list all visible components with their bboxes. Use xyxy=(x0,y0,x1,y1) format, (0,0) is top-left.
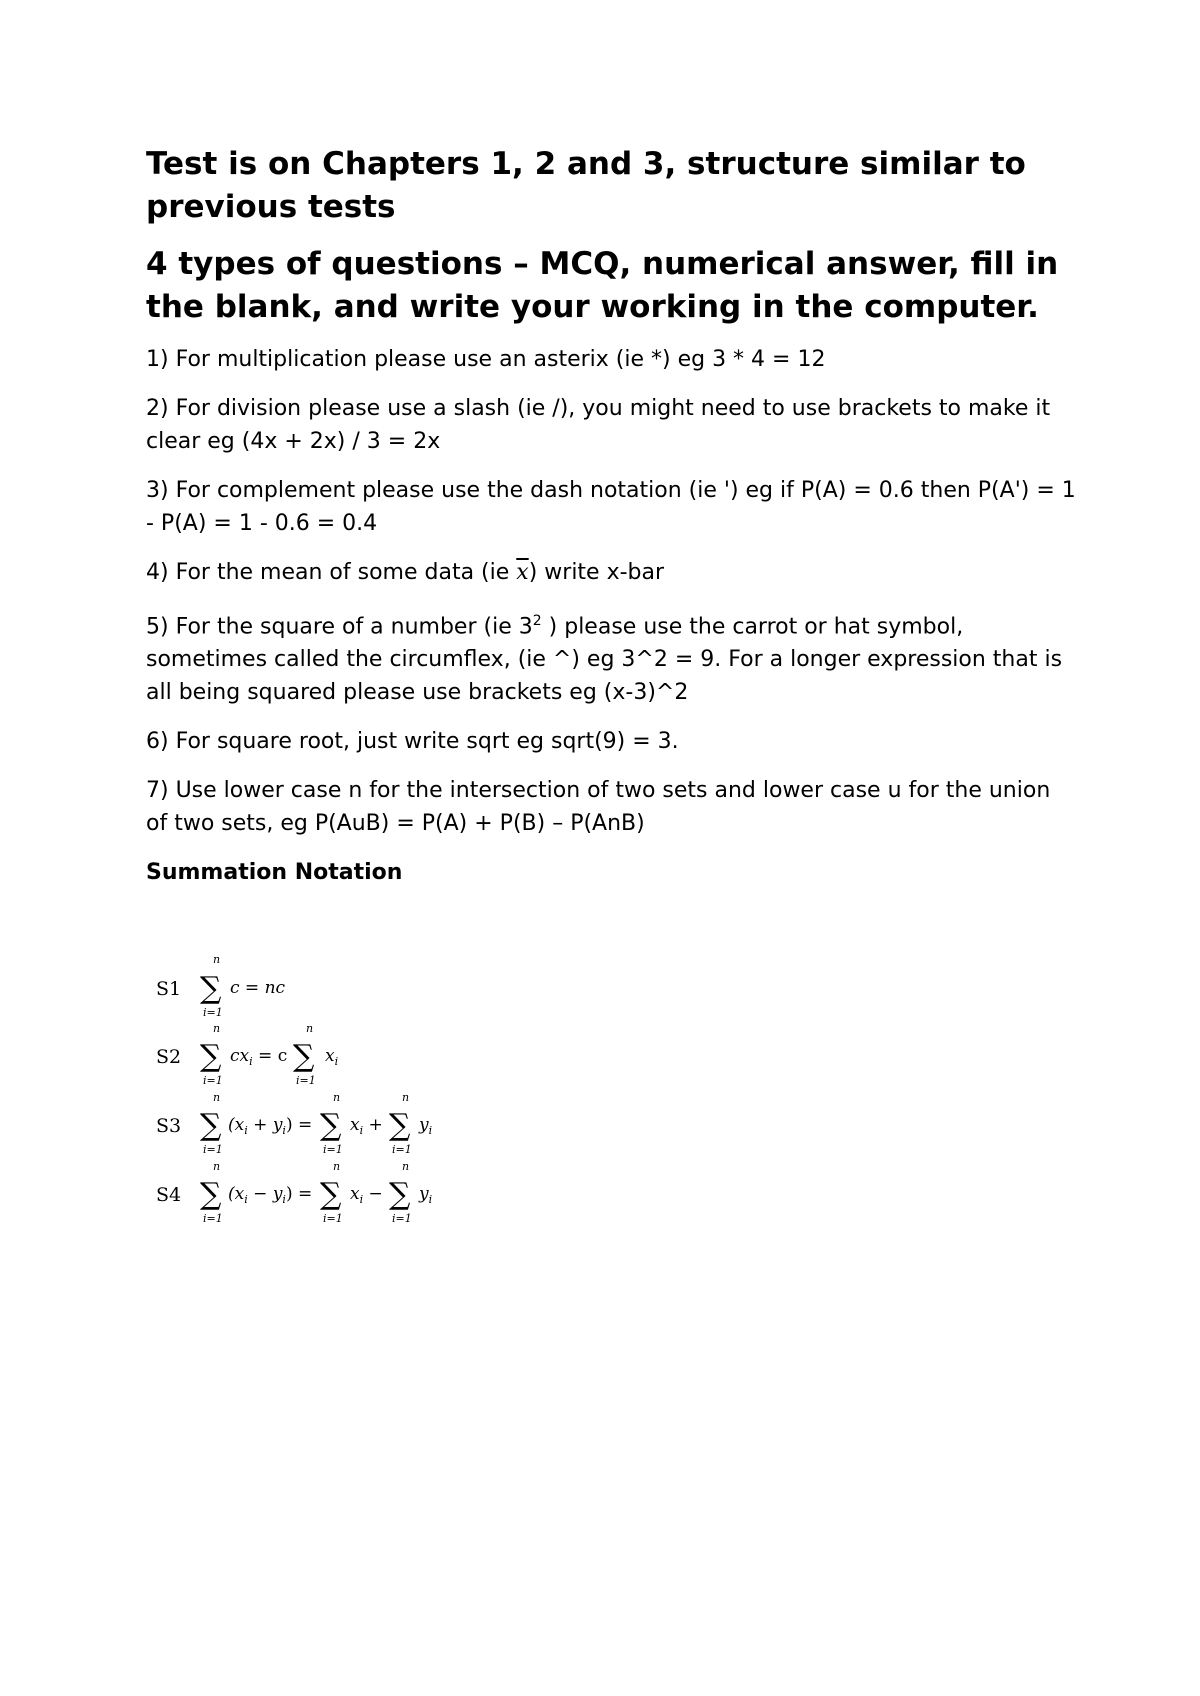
s2-rhs xyxy=(325,1046,338,1068)
summation-notation-title: Summation Notation xyxy=(146,860,403,886)
s1-upper-limit: n xyxy=(213,953,221,966)
s4-lhs-sub-1: i xyxy=(244,1193,248,1206)
s3-plus-y: + y xyxy=(247,1115,283,1135)
s1-rhs: c = nc xyxy=(230,978,286,998)
s1-sigma: ∑ xyxy=(200,971,222,1006)
s4-minus-y: − y xyxy=(247,1184,283,1204)
s2-lower-limit-1: i=1 xyxy=(203,1074,223,1087)
s3-rhs-2 xyxy=(418,1115,432,1137)
s2-rhs-text: x xyxy=(325,1046,335,1066)
heading-question-types: 4 types of questions – MCQ, numerical answer, fill in the blank, and write your working in the computer. xyxy=(146,246,1059,325)
rule-mean-after: ) write x-bar xyxy=(528,560,665,585)
rule-complement: 3) For complement please use the dash notation (ie ') eg if P(A) = 0.6 then P(A') = 1 - P(A) = 1 - 0.6 = 0.4 xyxy=(146,478,1076,536)
s4-lhs xyxy=(228,1184,312,1206)
s3-sigma-2: ∑ xyxy=(320,1108,342,1143)
s4-lower-limit-2: i=1 xyxy=(323,1212,343,1225)
summation-formulas-svg xyxy=(150,955,470,1235)
rule-multiplication: 1) For multiplication please use an asterix (ie *) eg 3 * 4 = 12 xyxy=(146,347,826,372)
rule-square-root: 6) For square root, just write sqrt eg sqrt(9) = 3. xyxy=(146,729,679,755)
s4-equals: ) = xyxy=(285,1184,313,1204)
s3-equals: ) = xyxy=(285,1115,313,1135)
s4-sigma-3: ∑ xyxy=(389,1177,411,1212)
s2-lhs-text: cx xyxy=(230,1046,250,1066)
formula-label-s1: S1 xyxy=(156,978,182,1000)
s4-rhs-1 xyxy=(350,1184,383,1206)
s4-rhs-minus: − xyxy=(363,1184,383,1204)
rule-square-after: ) please use the carrot or hat symbol, sometimes called the circumflex, (ie ^) eg 3^2 = 9. For a longer expression that is all being squared please use brackets eg (x-3)^2 xyxy=(146,614,1063,706)
s3-lower-limit-2: i=1 xyxy=(323,1143,343,1156)
x-bar-symbol: $\overline{x}$ xyxy=(516,560,529,585)
s1-lower-limit: i=1 xyxy=(203,1006,223,1019)
s3-upper-limit-3: n xyxy=(402,1091,410,1104)
s3-sigma-1: ∑ xyxy=(200,1108,222,1143)
s3-upper-limit-1: n xyxy=(213,1091,221,1104)
s3-rhs-sub-1: i xyxy=(359,1124,364,1137)
s2-sigma-2: ∑ xyxy=(293,1039,315,1074)
s3-rhs-1 xyxy=(350,1115,383,1137)
s2-mid: = c xyxy=(252,1046,288,1066)
s2-lower-limit-2: i=1 xyxy=(296,1074,316,1087)
s4-upper-limit-1: n xyxy=(213,1160,221,1173)
s3-rhs-sub-2: i xyxy=(428,1124,433,1137)
formula-label-s4: S4 xyxy=(156,1184,182,1206)
s3-lhs-sub-2: i xyxy=(282,1124,286,1137)
s4-rhs-2 xyxy=(418,1184,432,1206)
s4-lhs-text: (x xyxy=(228,1184,245,1204)
s3-lower-limit-1: i=1 xyxy=(203,1143,223,1156)
rule-mean-before: 4) For the mean of some data (ie xyxy=(146,560,510,585)
s3-sigma-3: ∑ xyxy=(389,1108,411,1143)
formula-label-s3: S3 xyxy=(156,1115,182,1137)
s3-rhs-y: y xyxy=(419,1115,429,1135)
rule-square xyxy=(146,605,1076,709)
s4-rhs-sub-2: i xyxy=(428,1193,433,1206)
s3-lhs-sub-1: i xyxy=(244,1124,248,1137)
document-body xyxy=(146,143,1076,889)
s2-lhs xyxy=(230,1046,287,1068)
s2-upper-limit-2: n xyxy=(306,1022,314,1035)
s3-lower-limit-3: i=1 xyxy=(392,1143,412,1156)
rule-division: 2) For division please use a slash (ie /), you might need to use brackets to make it clear eg (4x + 2x) / 3 = 2x xyxy=(146,396,1051,454)
s4-rhs-sub-1: i xyxy=(359,1193,364,1206)
square-exponent: 2 xyxy=(532,613,542,629)
summation-formulas-figure xyxy=(150,955,470,1235)
rule-square-before: 5) For the square of a number (ie 3 xyxy=(146,614,533,640)
s4-lhs-sub-2: i xyxy=(282,1193,286,1206)
s4-lower-limit-3: i=1 xyxy=(392,1212,412,1225)
heading-test-chapters: Test is on Chapters 1, 2 and 3, structure similar to previous tests xyxy=(146,146,1026,225)
rule-mean xyxy=(146,556,1076,589)
s4-rhs-x: x xyxy=(350,1184,360,1204)
s3-rhs-plus: + xyxy=(363,1115,383,1135)
s2-lhs-sub: i xyxy=(249,1055,253,1068)
s2-upper-limit-1: n xyxy=(213,1022,221,1035)
s3-lhs-text: (x xyxy=(228,1115,245,1135)
s4-sigma-2: ∑ xyxy=(320,1177,342,1212)
s4-lower-limit-1: i=1 xyxy=(203,1212,223,1225)
rule-sets: 7) Use lower case n for the intersection of two sets and lower case u for the union of two sets, eg P(AuB) = P(A) + P(B) – P(AnB) xyxy=(146,778,1051,837)
s3-upper-limit-2: n xyxy=(333,1091,341,1104)
s4-rhs-y: y xyxy=(419,1184,429,1204)
s3-rhs-x: x xyxy=(350,1115,360,1135)
s4-sigma-1: ∑ xyxy=(200,1177,222,1212)
formula-label-s2: S2 xyxy=(156,1046,182,1068)
s2-rhs-sub: i xyxy=(334,1055,339,1068)
s4-upper-limit-2: n xyxy=(333,1160,341,1173)
s4-upper-limit-3: n xyxy=(402,1160,410,1173)
s2-sigma-1: ∑ xyxy=(200,1039,222,1074)
s3-lhs xyxy=(228,1115,312,1137)
